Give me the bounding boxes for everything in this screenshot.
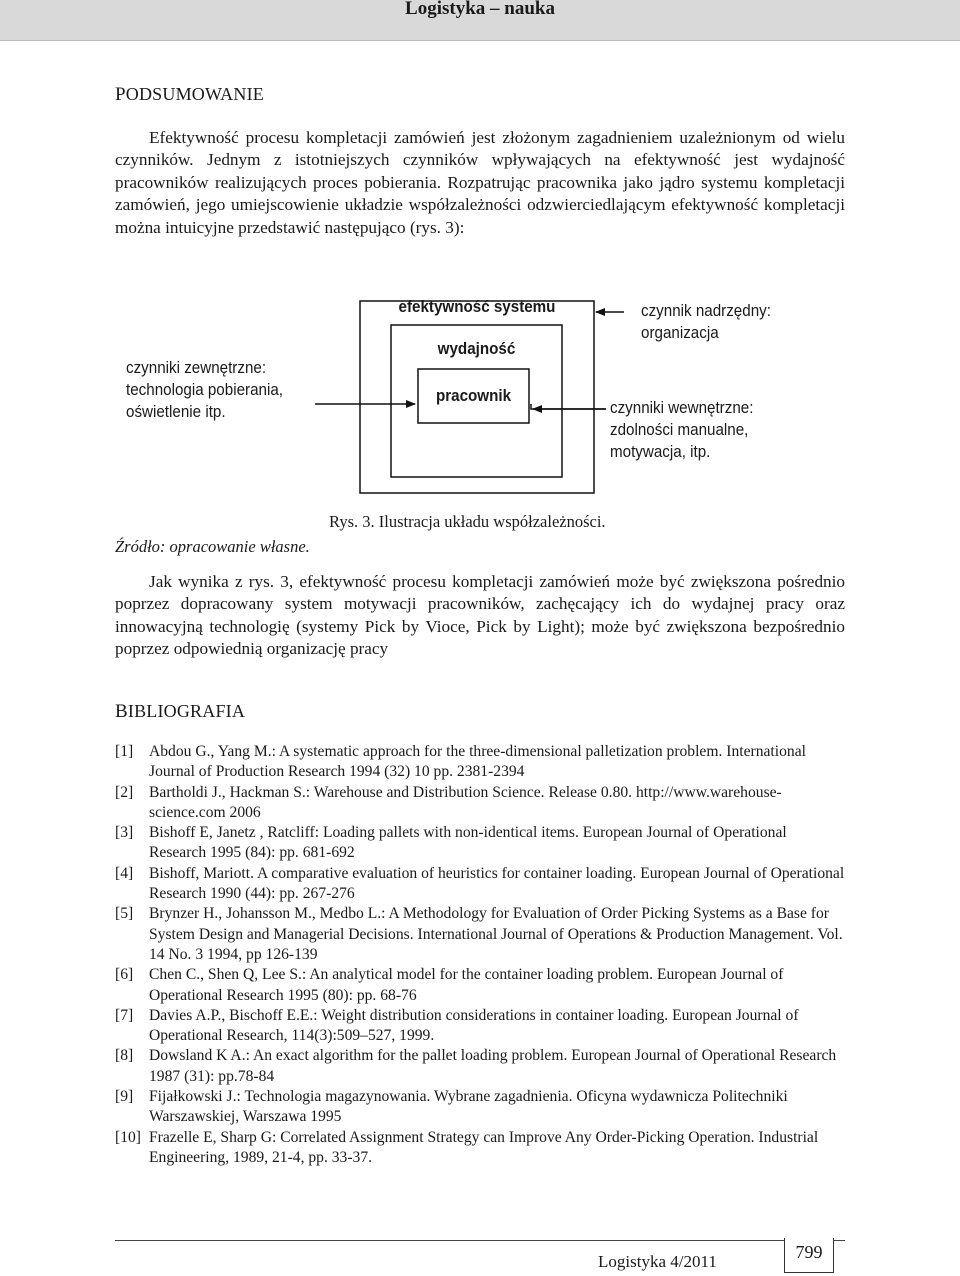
running-header-title: Logistyka – nauka [405, 0, 555, 19]
bib-item: [7] Davies A.P., Bischoff E.E.: Weight distribution considerations in container loading. European Journal of Operational Research, 114(3):509–527, 1999. [115, 1006, 799, 1045]
bib-item: [5] Brynzer H., Johansson M., Medbo L.: A Methodology for Evaluation of Order Picking Systems as a Base for System Design and Managerial Decisions. International Journal of Operations & Production Management. Vol. 14 No. 3 1994, pp 126-139 [115, 905, 843, 963]
footer-rule [115, 1240, 845, 1241]
footer-journal: Logistyka 4/2011 [598, 1252, 717, 1271]
figure-caption: Rys. 3. Ilustracja układu współzależności. [329, 512, 606, 531]
bib-item: [6] Chen C., Shen Q, Lee S.: An analytical model for the container loading problem. European Journal of Operational Research 1995 (80): pp. 68-76 [115, 966, 784, 1004]
bib-item: [3] Bishoff E, Janetz , Ratcliff: Loading pallets with non-identical items. European Journal of Operational Research 1995 (84): pp. 681-692 [115, 824, 787, 862]
bib-item: [8] Dowsland K A.: An exact algorithm for the pallet loading problem. European Journal of Operational Research 1987 (31): pp.78-84 [115, 1047, 837, 1085]
label-technologia-pobierania: technologia pobierania, [126, 381, 283, 399]
running-header [0, 0, 960, 41]
bib-item: [9] Fijałkowski J.: Technologia magazynowania. Wybrane zagadnienia. Oficyna wydawnicza Politechniki Warszawskiej, Warszawa 1995 [115, 1088, 788, 1126]
label-efektywnosc-systemu: efektywność systemu [398, 298, 556, 316]
label-czynnik-nadrzedny: czynnik nadrzędny: [641, 302, 771, 320]
label-zdolnosci-manualne: zdolności manualne, [610, 421, 749, 439]
label-organizacja: organizacja [641, 324, 719, 342]
bibliography-heading: BIBLIOGRAFIA [115, 701, 246, 722]
page-number: 799 [795, 1242, 823, 1262]
label-czynniki-wewnetrzne: czynniki wewnętrzne: [610, 399, 754, 417]
interdependence-diagram [115, 280, 845, 500]
bib-item: [10] Frazelle E, Sharp G: Correlated Assignment Strategy can Improve Any Order-Picking Operation. Industrial Engineering, 1989, 21-4, pp. 33-37. [115, 1128, 819, 1166]
label-motywacja: motywacja, itp. [610, 443, 711, 461]
summary-heading: PODSUMOWANIE [115, 84, 264, 105]
bib-item: [4] Bishoff, Mariott. A comparative evaluation of heuristics for container loading. European Journal of Operational Research 1990 (44): pp. 267-276 [115, 864, 845, 903]
label-pracownik: pracownik [435, 387, 512, 405]
summary-paragraph: Efektywność procesu kompletacji zamówień jest złożonym zagadnieniem uzależnionym od wielu czynników. Jednym z istotniejszych czynników wpływających na efektywność jest wydajność pracowników realizujących proces pobierania. Rozpatrując pracownika jako jądro systemu kompletacji zamówień, jego umiejscowienie układzie współzależności odzwierciedlającym efektywność kompletacji można intuicyjne przedstawić następująco (rys. 3): [115, 128, 845, 237]
bib-item: [2] Bartholdi J., Hackman S.: Warehouse and Distribution Science. Release 0.80. http://www.warehouse-science.com 2006 [115, 783, 782, 821]
label-czynniki-zewnetrzne: czynniki zewnętrzne: [126, 359, 267, 377]
bib-item: [1] Abdou G., Yang M.: A systematic approach for the three-dimensional palletization problem. International Journal of Production Research 1994 (32) 10 pp. 2381-2394 [115, 743, 806, 781]
conclusion-paragraph: Jak wynika z rys. 3, efektywność procesu kompletacji zamówień może być zwiększona pośrednio poprzez dopracowany system motywacji pracowników, zachęcający ich do wydajnej pracy oraz innowacyjną technologię (systemy Pick by Vioce, Pick by Light); może być zwiększona bezpośrednio poprzez odpowiednią organizację pracy [115, 572, 845, 659]
page-number-box [784, 1238, 834, 1273]
label-wydajnosc: wydajność [437, 340, 516, 358]
label-oswietlenie: oświetlenie itp. [126, 403, 226, 421]
bibliography-list [115, 742, 845, 1168]
figure-source: Źródło: opracowanie własne. [115, 537, 310, 556]
